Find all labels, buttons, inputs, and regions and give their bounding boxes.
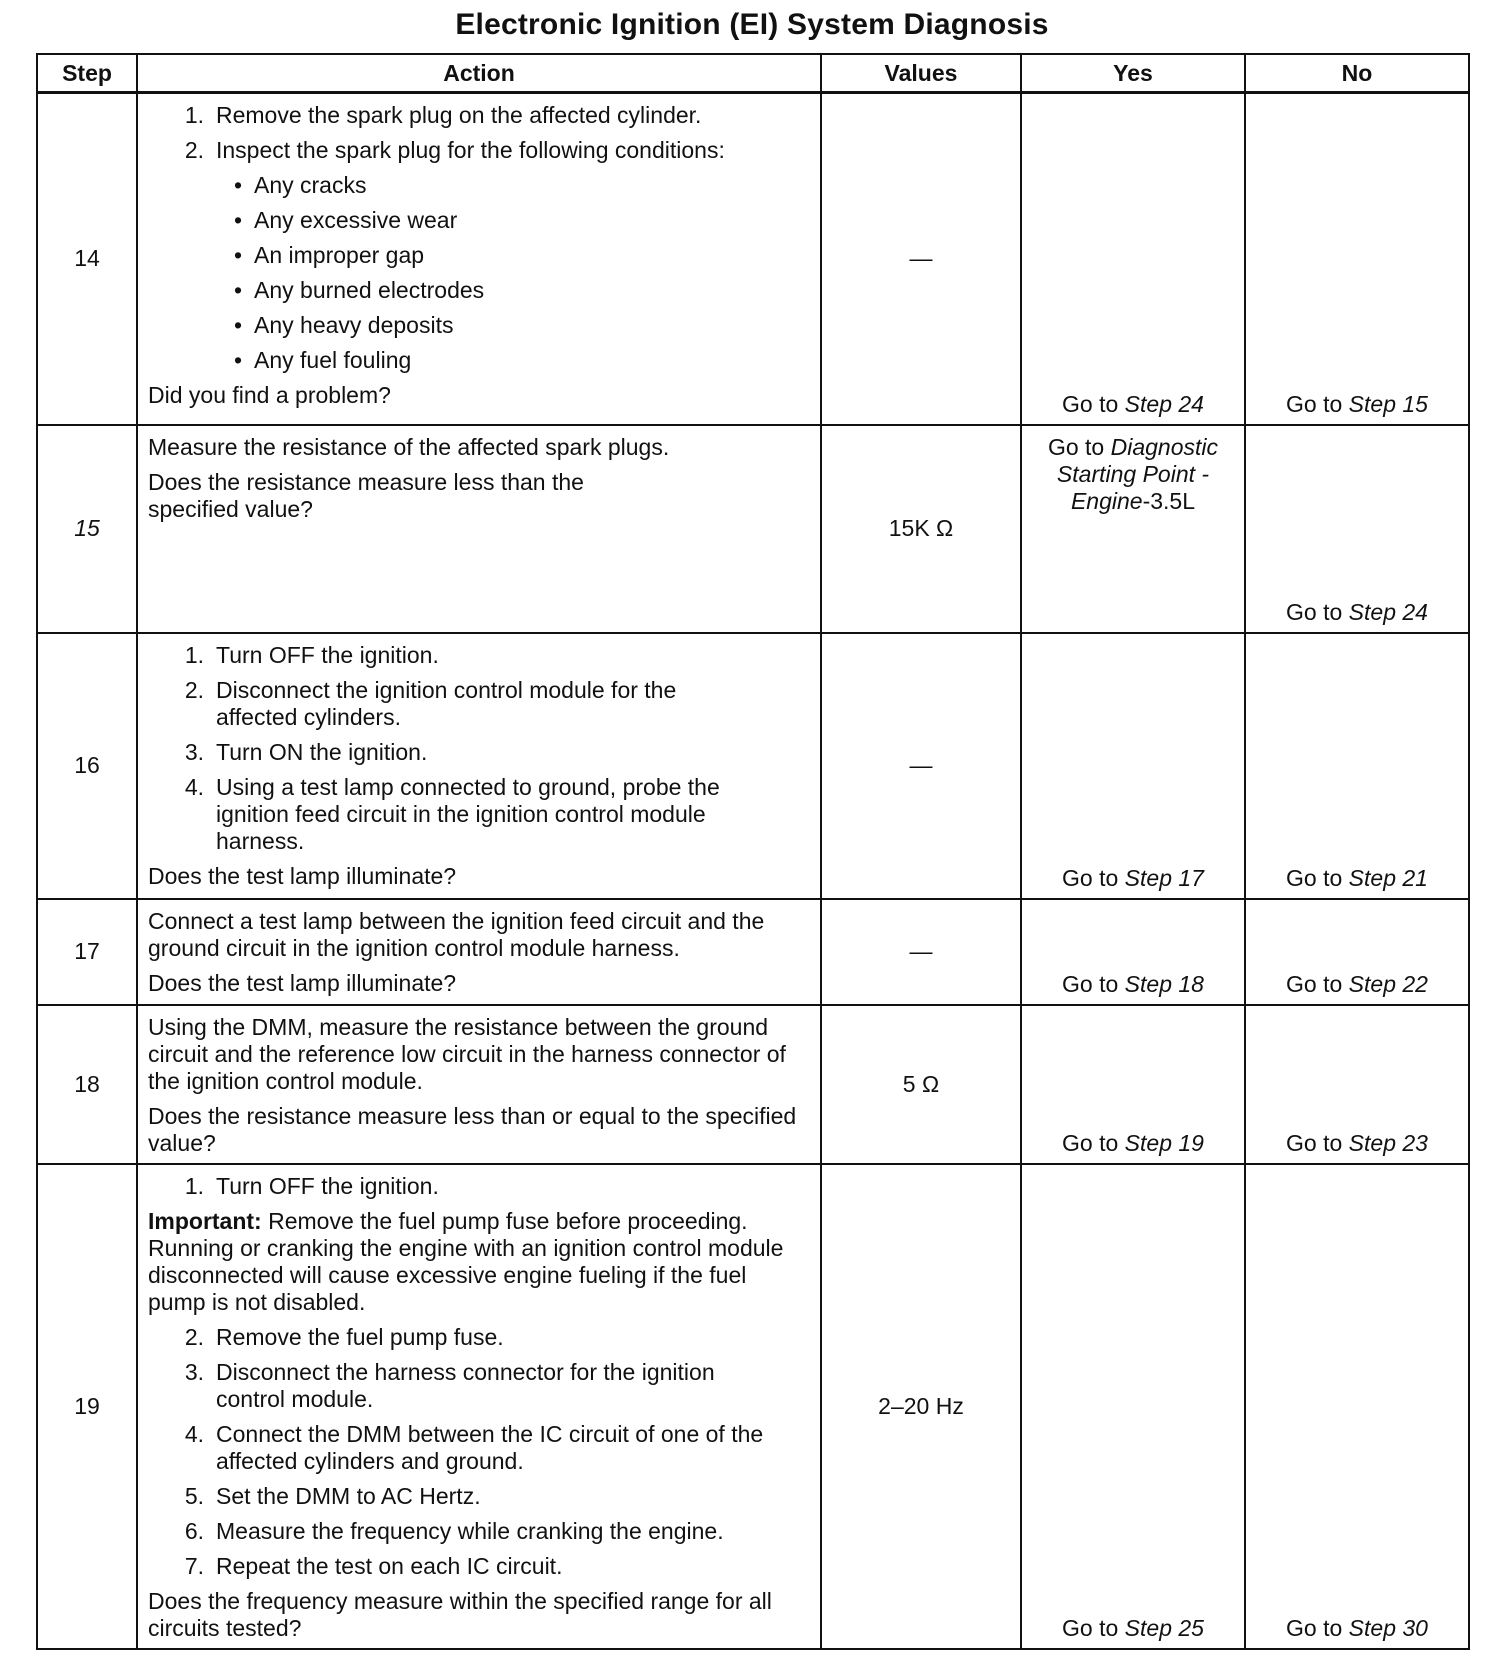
table-row [37,93,1469,425]
no-link[interactable]: Step 15 [1348,390,1428,417]
header-action: Action [137,54,821,93]
action-cell [137,93,821,425]
value-cell: 15K Ω [821,425,1021,633]
step-number: 15 [37,425,137,633]
action-text: Connect a test lamp between the ignition feed circuit and the ground circuit in the ignition control module harness. [148,907,765,961]
list-item: 4. Connect the DMM between the IC circuit of one of the affected cylinders and ground. [184,1420,764,1474]
action-cell [137,425,821,633]
bullet-item: • Any excessive wear [233,207,458,233]
table-row [37,899,1469,1005]
yes-cell: Go to Step 24 [1021,93,1245,425]
action-cell [137,1164,821,1649]
yes-link[interactable]: Diagnostic Starting Point - Engine [1056,433,1219,514]
list-item: 1. Turn OFF the ignition. [184,641,439,668]
no-cell: Go to Step 23 [1245,1005,1469,1164]
no-link[interactable]: Step 22 [1348,970,1428,997]
value-cell: — [821,633,1021,899]
question: Did you find a problem? [148,382,391,408]
yes-link[interactable]: Step 24 [1124,390,1204,417]
value-cell: 2–20 Hz [821,1164,1021,1649]
no-cell: Go to Step 21 [1245,633,1469,899]
yes-link[interactable]: Step 17 [1124,864,1204,891]
step-number: 14 [37,93,137,425]
list-item: 2. Remove the fuel pump fuse. [184,1323,504,1350]
no-cell: Go to Step 22 [1245,899,1469,1005]
list-item: 6. Measure the frequency while cranking the engine. [184,1517,724,1544]
list-item: 4. Using a test lamp connected to ground, probe the ignition feed circuit in the ignition control module harness. [184,773,720,854]
header-values: Values [821,54,1021,93]
no-link[interactable]: Step 23 [1348,1129,1428,1156]
bullet-item: • Any burned electrodes [233,277,485,303]
list-item: 1. Turn OFF the ignition. [184,1172,439,1199]
yes-cell: Go to Step 18 [1021,899,1245,1005]
no-link[interactable]: Step 30 [1348,1614,1428,1641]
header-row [37,54,1469,93]
no-cell: Go to Step 24 [1245,425,1469,633]
question: Does the frequency measure within the specified range for all circuits tested? [148,1587,772,1641]
no-link[interactable]: Step 21 [1348,864,1428,891]
yes-cell: Go to Step 17 [1021,633,1245,899]
yes-cell: Go to Step 25 [1021,1164,1245,1649]
step-number: 18 [37,1005,137,1164]
step-number: 16 [37,633,137,899]
value-cell: — [821,93,1021,425]
page-title: Electronic Ignition (EI) System Diagnosis [455,8,1049,41]
list-item: 3. Disconnect the harness connector for the ignition control module. [184,1358,715,1412]
list-item: 7. Repeat the test on each IC circuit. [184,1552,563,1579]
action-text: Measure the resistance of the affected spark plugs. [148,433,670,460]
table-row [37,1005,1469,1164]
header-step: Step [37,54,137,93]
no-cell: Go to Step 30 [1245,1164,1469,1649]
bullet-item: • Any cracks [233,172,367,198]
list-item: 2. Disconnect the ignition control module for the affected cylinders. [184,676,677,730]
action-cell [137,1005,821,1164]
yes-link[interactable]: Step 25 [1124,1614,1204,1641]
yes-cell: Go to Diagnostic Starting Point - Engine-3.5L [1021,425,1245,633]
question: Does the test lamp illuminate? [148,969,457,996]
bullet-item: • Any heavy deposits [233,312,454,338]
value-cell: 5 Ω [821,1005,1021,1164]
no-cell: Go to Step 15 [1245,93,1469,425]
question: Does the resistance measure less than or equal to the specified value? [148,1102,797,1156]
bullet-item: • Any fuel fouling [233,347,412,373]
list-item: 5. Set the DMM to AC Hertz. [184,1482,481,1509]
value-cell: — [821,899,1021,1005]
list-item: 1. Remove the spark plug on the affected cylinder. [184,102,702,128]
table-row [37,633,1469,899]
bullet-item: • An improper gap [233,242,425,268]
list-item: 3. Turn ON the ignition. [184,738,428,765]
question: Does the resistance measure less than the specified value? [148,468,584,522]
no-link[interactable]: Step 24 [1348,598,1428,625]
header-no: No [1245,54,1469,93]
step-number: 19 [37,1164,137,1649]
action-cell [137,899,821,1005]
important-note: Important: Remove the fuel pump fuse before proceeding. Running or cranking the engine with an ignition control module disconnected will cause excessive engine fueling if the fuel pump is not disabled. [148,1207,784,1315]
table-row [37,425,1469,633]
step-number: 17 [37,899,137,1005]
header-yes: Yes [1021,54,1245,93]
diagnosis-table [36,53,1470,1650]
list-item: 2. Inspect the spark plug for the following conditions: [184,137,725,163]
table-row [37,1164,1469,1649]
yes-link[interactable]: Step 18 [1124,970,1204,997]
yes-cell: Go to Step 19 [1021,1005,1245,1164]
yes-link[interactable]: Step 19 [1124,1129,1204,1156]
action-text: Using the DMM, measure the resistance between the ground circuit and the reference low circuit in the harness connector of the ignition control module. [148,1013,786,1094]
action-cell [137,633,821,899]
question: Does the test lamp illuminate? [148,862,457,889]
